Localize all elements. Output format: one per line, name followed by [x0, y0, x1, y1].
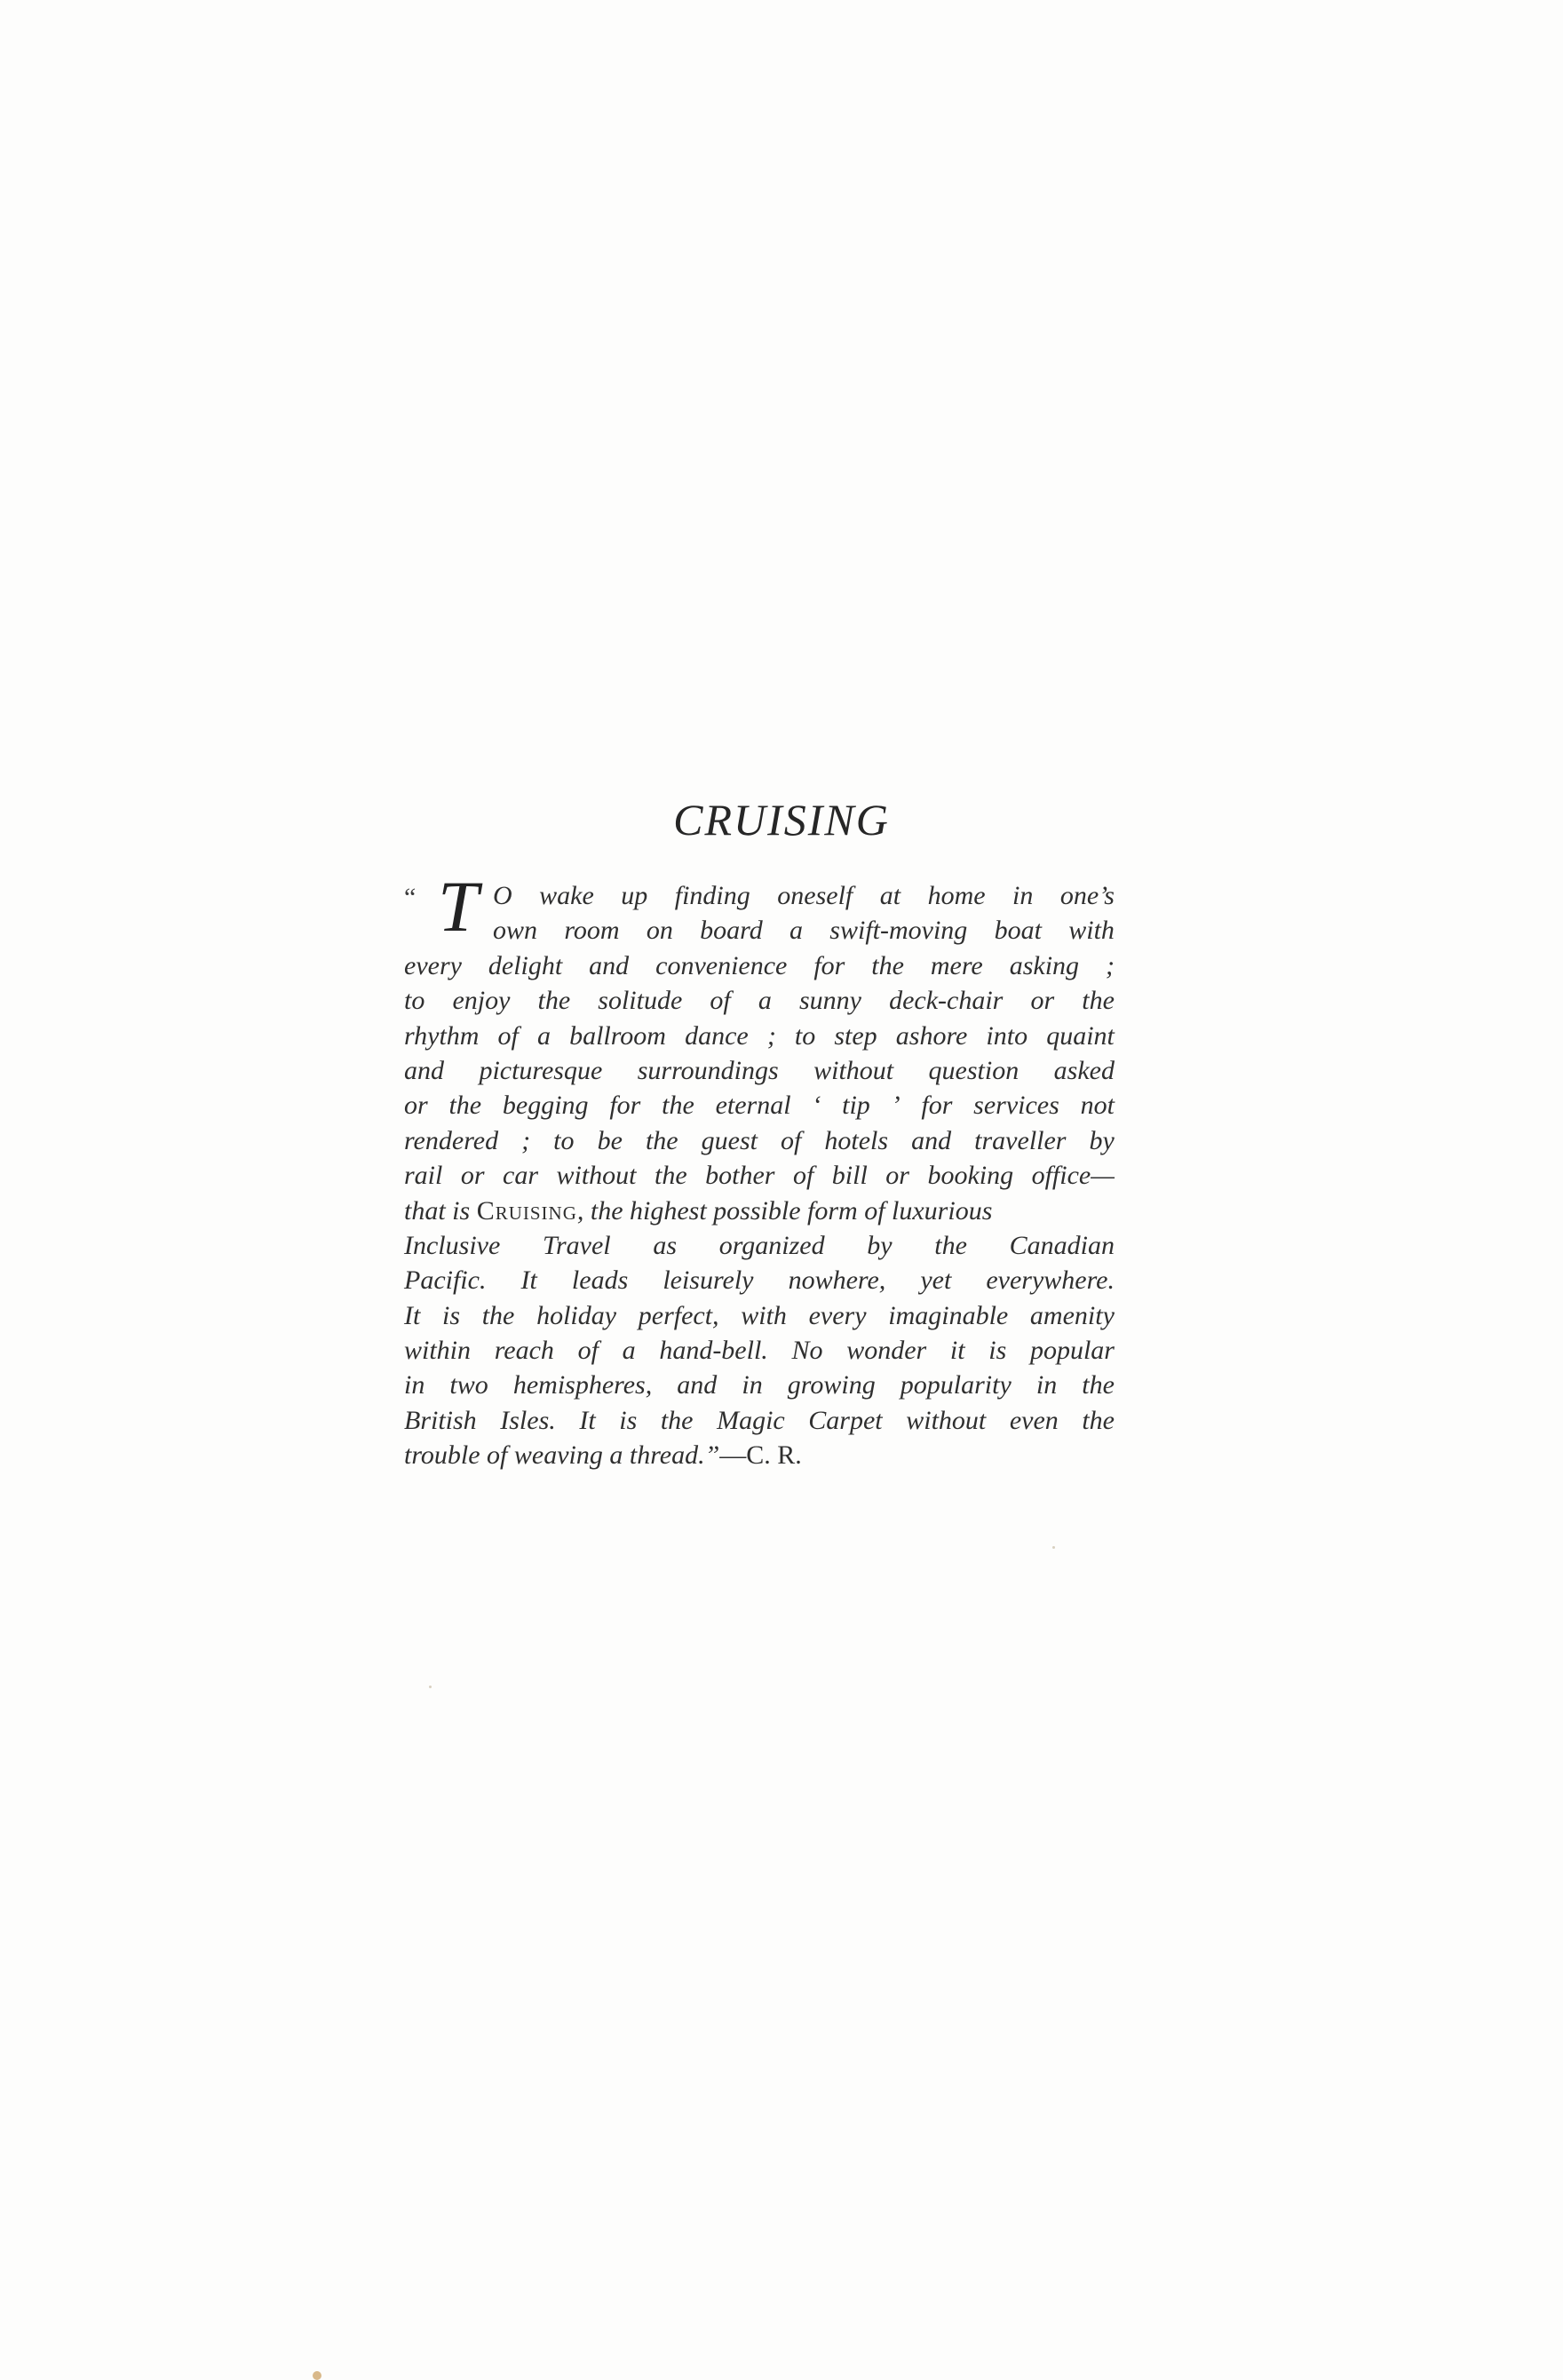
line-word: rendered	[404, 1125, 499, 1155]
line-word: the	[871, 950, 904, 980]
line-word: into	[986, 1020, 1028, 1051]
line-word: everywhere.	[986, 1265, 1115, 1296]
line-word: oneself	[777, 881, 853, 910]
paragraph-line	[404, 881, 1115, 916]
line-word: as	[653, 1230, 678, 1260]
paragraph-line	[404, 1021, 1115, 1056]
line-word: Pacific.	[404, 1265, 487, 1296]
line-word: in	[1035, 1370, 1058, 1400]
line-word: a	[622, 1336, 636, 1366]
line-word: board	[700, 916, 763, 946]
paragraph-line	[404, 1231, 1115, 1265]
opening-quote-mark: “	[404, 883, 417, 912]
line-word: asked	[1053, 1055, 1115, 1085]
line-word: without	[813, 1055, 894, 1085]
line-word: tip	[842, 1091, 870, 1121]
line-word: car	[503, 1161, 539, 1191]
paragraph-line-last	[404, 1440, 1115, 1475]
line-word: with	[741, 1300, 787, 1330]
line-word: No	[791, 1336, 823, 1366]
line-word: with	[1068, 916, 1115, 946]
line-word: organized	[718, 1230, 825, 1260]
line-word: hand-bell.	[659, 1336, 768, 1366]
line-word: or	[404, 1091, 428, 1121]
line-word: It	[520, 1265, 537, 1296]
line-word: ;	[521, 1125, 531, 1155]
line-word: begging	[502, 1091, 589, 1121]
line-text-lead: that is	[404, 1195, 477, 1226]
line-word: ‘	[812, 1091, 821, 1121]
line-word: it	[949, 1336, 965, 1366]
line-word: the	[481, 1300, 515, 1330]
line-word: hotels	[824, 1125, 889, 1155]
line-word: imaginable	[888, 1300, 1009, 1330]
line-word: picturesque	[479, 1055, 603, 1085]
paragraph-line	[404, 986, 1115, 1020]
line-word: the	[448, 1091, 482, 1121]
line-word: and	[677, 1370, 718, 1400]
line-word: eternal	[715, 1091, 791, 1121]
line-word: It	[579, 1405, 596, 1435]
line-word: nowhere,	[788, 1265, 886, 1296]
line-word: in	[1012, 881, 1034, 910]
line-word: enjoy	[452, 986, 511, 1016]
line-word: up	[621, 881, 648, 910]
line-word: is	[988, 1336, 1007, 1366]
line-word: in	[404, 1370, 425, 1400]
line-word: guest	[701, 1125, 758, 1155]
line-word: wake	[539, 881, 594, 910]
paragraph-line	[404, 1265, 1115, 1300]
line-word: It	[404, 1300, 421, 1330]
line-word: the	[1082, 1405, 1115, 1435]
line-word: leisurely	[662, 1265, 754, 1296]
line-word: growing	[787, 1370, 876, 1400]
line-word: perfect,	[638, 1300, 719, 1330]
line-word: of	[710, 986, 731, 1016]
line-word: popularity	[900, 1370, 1012, 1400]
line-word: finding	[674, 881, 750, 910]
line-word: question	[928, 1055, 1020, 1085]
paragraph-line	[404, 1126, 1115, 1161]
line-word: Magic	[717, 1405, 785, 1435]
line-word: at	[879, 881, 901, 910]
line-word: mere	[930, 950, 983, 980]
line-word: for	[921, 1091, 953, 1121]
line-word: to	[404, 986, 425, 1016]
line-word: rhythm	[404, 1020, 480, 1051]
line-word: the	[660, 1405, 694, 1435]
line-text: trouble of weaving a thread.”	[404, 1440, 720, 1471]
line-word: own	[493, 916, 538, 946]
line-word: or	[885, 1161, 909, 1191]
line-word: or	[1030, 986, 1055, 1016]
paragraph-line	[404, 1406, 1115, 1440]
signature: —C. R.	[719, 1440, 802, 1471]
paper-speck	[1052, 1546, 1055, 1549]
line-word: the	[655, 1161, 687, 1191]
line-word: on	[646, 916, 673, 946]
paragraph-line	[404, 1091, 1115, 1125]
paper-speck	[429, 1686, 432, 1688]
line-word: Canadian	[1009, 1230, 1115, 1260]
line-word: leads	[571, 1265, 629, 1296]
line-word: the	[537, 986, 571, 1016]
line-word: delight	[488, 950, 563, 980]
paragraph-line	[404, 1370, 1115, 1405]
line-word: popular	[1029, 1336, 1115, 1366]
line-text-rest: , the highest possible form of luxurious	[576, 1195, 993, 1226]
line-word: one’s	[1059, 881, 1115, 910]
line-word: step	[834, 1020, 877, 1051]
line-word: for	[813, 950, 845, 980]
line-word: to	[553, 1125, 575, 1155]
line-word: without	[556, 1161, 637, 1191]
line-word: of	[792, 1161, 814, 1191]
quote-paragraph	[404, 866, 1115, 1476]
page-title: CRUISING	[673, 795, 890, 845]
paper-speck	[313, 2371, 321, 2380]
line-word: convenience	[655, 950, 788, 980]
line-word: two	[449, 1370, 488, 1400]
line-word: swift-moving	[829, 916, 968, 946]
line-word: within	[404, 1336, 472, 1366]
line-word: every	[808, 1300, 867, 1330]
line-word: booking	[927, 1161, 1014, 1191]
paragraph-line	[404, 1301, 1115, 1336]
line-word: home	[927, 881, 986, 910]
line-word: of	[577, 1336, 599, 1366]
line-word: ballroom	[569, 1020, 666, 1051]
line-word: a	[758, 986, 772, 1016]
line-word: bother	[705, 1161, 775, 1191]
line-word: O	[493, 881, 512, 910]
line-word: ’	[891, 1091, 901, 1121]
line-word: amenity	[1029, 1300, 1115, 1330]
line-word: even	[1009, 1405, 1059, 1435]
line-word: Carpet	[808, 1405, 883, 1435]
line-word: for	[609, 1091, 641, 1121]
line-word: Inclusive	[404, 1230, 501, 1260]
line-word: bill	[831, 1161, 868, 1191]
line-word: wonder	[846, 1336, 927, 1366]
cruising-small-caps: Cruising	[476, 1195, 577, 1226]
line-word: solitude	[598, 986, 683, 1016]
line-word: in	[742, 1370, 763, 1400]
line-word: quaint	[1046, 1020, 1115, 1051]
drop-cap-letter: T	[438, 866, 479, 947]
line-word: be	[597, 1125, 623, 1155]
paragraph-line	[404, 1056, 1115, 1091]
line-word: a	[789, 916, 803, 946]
line-word: office—	[1031, 1161, 1115, 1191]
paragraph-line	[404, 1336, 1115, 1370]
line-word: surroundings	[637, 1055, 779, 1085]
line-word: not	[1080, 1091, 1115, 1121]
line-word: deck-chair	[889, 986, 1004, 1016]
line-word: every	[404, 950, 462, 980]
line-word: holiday	[536, 1300, 617, 1330]
line-word: the	[1082, 986, 1115, 1016]
line-word: of	[781, 1125, 802, 1155]
line-word: dance	[685, 1020, 749, 1051]
line-word: British	[404, 1405, 477, 1435]
line-word: and	[589, 950, 630, 980]
line-word: without	[906, 1405, 987, 1435]
line-word: or	[460, 1161, 485, 1191]
line-word: to	[794, 1020, 816, 1051]
paragraph-line	[404, 1196, 1115, 1231]
line-word: of	[497, 1020, 519, 1051]
line-word: is	[442, 1300, 461, 1330]
line-word: boat	[994, 916, 1042, 946]
line-word: and	[911, 1125, 952, 1155]
line-text	[404, 1196, 992, 1226]
line-word: the	[934, 1230, 967, 1260]
line-word: room	[564, 916, 620, 946]
line-word: by	[1089, 1125, 1115, 1155]
paragraph-line	[404, 951, 1115, 986]
line-word: the	[1082, 1370, 1115, 1400]
line-word: ;	[1105, 950, 1115, 980]
line-word: rail	[404, 1161, 443, 1191]
line-word: the	[662, 1091, 694, 1121]
line-word: a	[536, 1020, 551, 1051]
line-word: is	[619, 1405, 638, 1435]
paragraph-line	[404, 1161, 1115, 1195]
line-word: the	[645, 1125, 678, 1155]
line-word: services	[973, 1091, 1059, 1121]
line-word: and	[404, 1055, 444, 1085]
line-word: traveller	[974, 1125, 1067, 1155]
line-word: ashore	[895, 1020, 968, 1051]
line-word: yet	[920, 1265, 952, 1296]
line-word: Travel	[542, 1230, 611, 1260]
line-word: ;	[766, 1020, 776, 1051]
line-word: Isles.	[500, 1405, 556, 1435]
line-word: sunny	[798, 986, 861, 1016]
paragraph-line	[404, 916, 1115, 950]
line-word: by	[867, 1230, 893, 1260]
line-word: reach	[494, 1336, 554, 1366]
line-word: hemispheres,	[512, 1370, 653, 1400]
line-word: asking	[1009, 950, 1080, 980]
